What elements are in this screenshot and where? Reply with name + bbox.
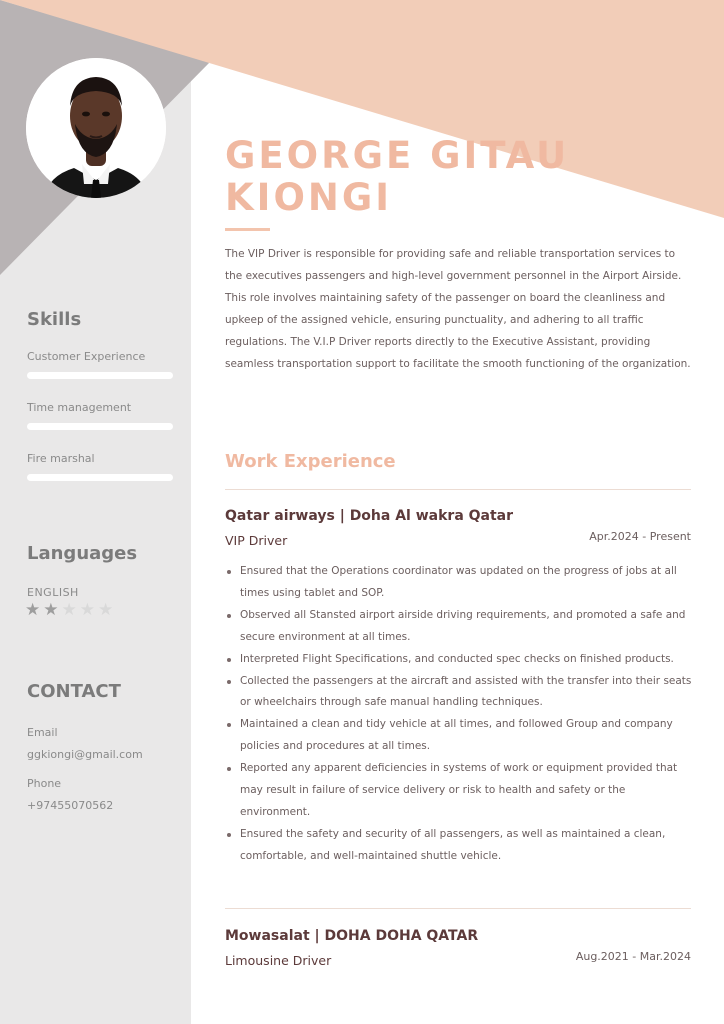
star-icon: ★ bbox=[79, 600, 98, 620]
skill-bar bbox=[27, 474, 173, 481]
job-2-role: Limousine Driver bbox=[225, 953, 332, 968]
language-rating bbox=[25, 600, 116, 620]
languages-heading: Languages bbox=[27, 543, 138, 564]
avatar bbox=[26, 58, 166, 198]
list-item: Ensured that the Operations coordinator was updated on the progress of jobs at all times using tablet and SOP. bbox=[225, 561, 695, 605]
job-1-dates: Apr.2024 - Present bbox=[589, 530, 691, 543]
profile-summary: The VIP Driver is responsible for providing safe and reliable transportation services to the executives passengers and high-level government personnel in the Airport Airside. This role involves maintaining safety of the passenger on board the cleanliness and upkeep of the assigned vehicle, ensuring punctuality, and adhering to all traffic regulations. The V.I.P Driver reports directly to the Executive Assistant, providing seamless transportation support to facilitate the smooth functioning of the organization. bbox=[225, 248, 691, 370]
star-icon: ★ bbox=[43, 600, 62, 620]
list-item: Maintained a clean and tidy vehicle at all times, and followed Group and company policies and procedures at all times. bbox=[225, 714, 695, 758]
job-divider bbox=[225, 908, 691, 909]
job-1-role: VIP Driver bbox=[225, 533, 288, 548]
star-icon: ★ bbox=[61, 600, 80, 620]
profile-photo bbox=[26, 58, 166, 198]
phone-value[interactable]: +97455070562 bbox=[27, 799, 114, 812]
star-icon: ★ bbox=[98, 600, 117, 620]
job-1-company: Qatar airways | Doha Al wakra Qatar bbox=[225, 508, 514, 524]
job-2-company: Mowasalat | DOHA DOHA QATAR bbox=[225, 928, 479, 944]
contact-heading: CONTACT bbox=[27, 681, 121, 702]
skill-bar bbox=[27, 423, 173, 430]
section-divider bbox=[225, 489, 691, 490]
skill-label: Time management bbox=[27, 401, 132, 414]
name-underline bbox=[225, 228, 270, 231]
list-item: Ensured the safety and security of all passengers, as well as maintained a clean, comfortable, and well-maintained shuttle vehicle. bbox=[225, 824, 695, 868]
candidate-name: GEORGE GITAU KIONGI bbox=[225, 134, 570, 219]
star-icon: ★ bbox=[25, 600, 44, 620]
email-label: Email bbox=[27, 726, 58, 739]
job-2-dates: Aug.2021 - Mar.2024 bbox=[575, 950, 691, 963]
skill-label: Customer Experience bbox=[27, 350, 146, 363]
list-item: Collected the passengers at the aircraft and assisted with the transfer into their seats or wheelchairs through safe manual handling techniques. bbox=[225, 671, 695, 715]
skills-heading: Skills bbox=[27, 309, 82, 330]
language-english: ENGLISH bbox=[27, 586, 79, 599]
work-experience-heading: Work Experience bbox=[225, 451, 396, 472]
job-1-bullets bbox=[225, 561, 695, 868]
skill-label: Fire marshal bbox=[27, 452, 95, 465]
list-item: Reported any apparent deficiencies in systems of work or equipment provided that may result in failure of service delivery or risk to health and safety or the environment. bbox=[225, 758, 695, 824]
list-item: Observed all Stansted airport airside driving requirements, and promoted a safe and secure environment at all times. bbox=[225, 605, 695, 649]
list-item: Interpreted Flight Specifications, and conducted spec checks on finished products. bbox=[225, 649, 695, 671]
phone-label: Phone bbox=[27, 777, 62, 790]
email-value[interactable]: ggkiongi@gmail.com bbox=[27, 748, 143, 761]
skill-bar bbox=[27, 372, 173, 379]
